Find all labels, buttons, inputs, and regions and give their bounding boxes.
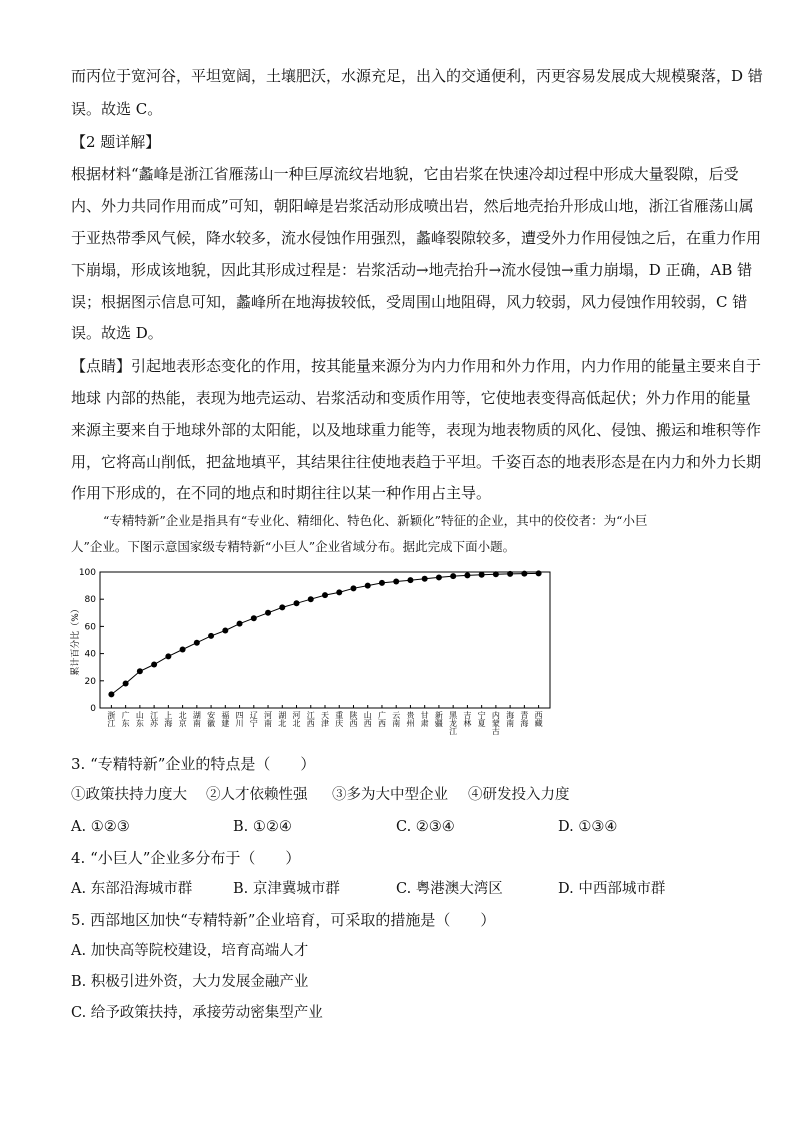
data-point <box>479 572 485 578</box>
x-tick-label: 湖南 <box>192 711 202 727</box>
y-axis-label: 累计百分比（%） <box>71 604 81 676</box>
x-tick-label: 青海 <box>519 711 529 727</box>
tip-line: 来源主要来自于地球外部的太阳能，以及地球重力能等，表现为地表物质的风化、侵蚀、搬运和堆积等作 <box>71 421 762 439</box>
x-tick-label: 宁夏 <box>477 711 487 727</box>
x-tick-label: 黑龙江 <box>448 711 458 735</box>
analysis-line: 下崩塌，形成该地貌，因此其形成过程是：岩浆活动→地壳抬升→流水侵蚀→重力崩塌，D 正确，AB 错 <box>71 261 753 279</box>
data-point <box>165 653 171 659</box>
data-point <box>450 573 456 579</box>
x-tick-label: 贵州 <box>405 711 415 727</box>
analysis-line: 于亚热带季风气候，降水较多，流水侵蚀作用强烈，蠡峰裂隙较多，遭受外力作用侵蚀之后，在重力作用 <box>71 229 762 247</box>
x-tick-label: 天津 <box>320 711 330 727</box>
x-tick-label: 广东 <box>121 711 131 727</box>
y-tick-label: 80 <box>84 595 96 606</box>
data-point <box>294 600 300 606</box>
q4-option-b[interactable]: B. 京津冀城市群 <box>233 881 340 897</box>
x-tick-label: 河南 <box>263 711 273 727</box>
data-point <box>393 579 399 585</box>
y-tick-label: 40 <box>84 649 96 660</box>
analysis-line: 误；根据图示信息可知，蠡峰所在地海拔较低，受周围山地阻碍，风力较弱，风力侵蚀作用较弱，C 错 <box>71 293 748 311</box>
q3-option-d[interactable]: D. ①③④ <box>558 819 618 835</box>
x-tick-label: 甘肃 <box>420 711 430 727</box>
y-tick-label: 60 <box>84 622 96 633</box>
material-line: “专精特新”企业是指具有“专业化、精细化、特色化、新颖化”特征的企业，其中的佼佼者：为“小巨 <box>103 513 648 528</box>
x-tick-label: 四川 <box>235 711 245 727</box>
x-tick-label: 河北 <box>292 711 302 727</box>
data-point <box>379 580 385 586</box>
analysis-line: 内、外力共同作用而成”可知，朝阳嶂是岩浆活动形成喷出岩，然后地壳抬升形成山地，浙江省雁荡山属 <box>71 197 754 215</box>
q2-heading: 【2 题详解】 <box>71 133 161 151</box>
q4-stem: 4. “小巨人”企业多分布于（ ） <box>71 849 301 867</box>
data-point <box>493 571 499 577</box>
q3-statement: ③多为大中型企业 <box>332 787 448 803</box>
data-point <box>151 661 157 667</box>
cumulative-percent-chart <box>66 562 566 742</box>
x-tick-label: 吉林 <box>462 711 472 727</box>
data-point <box>350 585 356 591</box>
tip-line: 作用下形成的，在不同的地点和时期往往以某一种作用占主导。 <box>71 484 492 502</box>
q4-option-c[interactable]: C. 粤港澳大湾区 <box>396 881 503 897</box>
data-point <box>507 571 513 577</box>
analysis-line: 误。故选 D。 <box>71 324 163 342</box>
y-tick-label: 0 <box>90 704 96 714</box>
data-point <box>407 577 413 583</box>
data-point <box>521 571 527 577</box>
x-tick-label: 安徽 <box>206 711 216 727</box>
x-tick-label: 广西 <box>377 711 387 727</box>
x-tick-label: 陕西 <box>348 711 358 727</box>
data-point <box>137 668 143 674</box>
analysis-line: 而丙位于宽河谷，平坦宽阔，土壤肥沃，水源充足，出入的交通便利，丙更容易发展成大规模聚落，D 错 <box>71 67 763 85</box>
x-tick-label: 北京 <box>178 711 188 727</box>
x-tick-label: 新疆 <box>434 711 444 727</box>
data-point <box>536 570 542 576</box>
q4-option-d[interactable]: D. 中西部城市群 <box>558 881 666 897</box>
q3-statement: ②人才依赖性强 <box>206 787 308 803</box>
data-point <box>251 615 257 621</box>
data-point <box>365 583 371 589</box>
q5-stem: 5. 西部地区加快“专精特新”企业培育，可采取的措施是（ ） <box>71 911 496 929</box>
data-point <box>180 647 186 653</box>
data-point <box>436 574 442 580</box>
x-tick-label: 西藏 <box>534 711 544 727</box>
x-tick-label: 山东 <box>135 711 145 727</box>
y-tick-label: 100 <box>78 568 96 578</box>
q3-option-b[interactable]: B. ①②④ <box>233 819 292 835</box>
x-tick-label: 海南 <box>505 711 515 727</box>
analysis-line: 误。故选 C。 <box>71 100 163 118</box>
q3-option-c[interactable]: C. ②③④ <box>396 819 455 835</box>
x-tick-label: 江西 <box>306 711 316 727</box>
x-tick-label: 内蒙古 <box>491 711 501 735</box>
trend-curve <box>111 573 538 694</box>
q3-option-a[interactable]: A. ①②③ <box>71 819 130 835</box>
data-point <box>336 589 342 595</box>
x-tick-label: 福建 <box>220 711 230 727</box>
x-tick-label: 浙江 <box>106 711 116 727</box>
analysis-line: 根据材料“蠡峰是浙江省雁荡山一种巨厚流纹岩地貌，它由岩浆在快速冷却过程中形成大量裂隙，后受 <box>71 165 739 183</box>
q4-option-a[interactable]: A. 东部沿海城市群 <box>71 881 193 897</box>
x-tick-label: 辽宁 <box>249 711 259 727</box>
material-line: 人”企业。下图示意国家级专精特新“小巨人”企业省域分布。据此完成下面小题。 <box>71 539 516 554</box>
x-tick-label: 山西 <box>363 711 373 727</box>
q5-option-c[interactable]: C. 给予政策扶持，承接劳动密集型产业 <box>71 1005 323 1021</box>
data-point <box>279 604 285 610</box>
q3-statement: ①政策扶持力度大 <box>71 787 187 803</box>
data-point <box>464 572 470 578</box>
q5-option-a[interactable]: A. 加快高等院校建设，培育高端人才 <box>71 943 309 959</box>
y-tick-label: 20 <box>84 676 96 687</box>
data-point <box>322 592 328 598</box>
data-point <box>237 621 243 627</box>
data-point <box>222 627 228 633</box>
data-point <box>194 640 200 646</box>
data-point <box>422 576 428 582</box>
x-tick-label: 重庆 <box>334 711 344 727</box>
data-point <box>208 633 214 639</box>
data-point <box>108 691 114 697</box>
q5-option-b[interactable]: B. 积极引进外资，大力发展金融产业 <box>71 974 309 990</box>
tip-line: 地球 内部的热能，表现为地壳运动、岩浆活动和变质作用等，它使地表变得高低起伏；外力作用的能量 <box>71 389 751 407</box>
data-point <box>308 596 314 602</box>
x-tick-label: 云南 <box>391 711 401 727</box>
tip-line: 用，它将高山削低，把盆地填平，其结果往往使地表趋于平坦。千姿百态的地表形态是在内力和外力长期 <box>71 453 762 471</box>
data-point <box>265 610 271 616</box>
q3-stem: 3. “专精特新”企业的特点是（ ） <box>71 755 316 773</box>
x-tick-label: 江苏 <box>149 711 159 727</box>
data-point <box>123 681 129 687</box>
q3-statement: ④研发投入力度 <box>468 787 570 803</box>
tip-line: 【点睛】引起地表形态变化的作用，按其能量来源分为内力作用和外力作用，内力作用的能量主要来自于 <box>71 357 762 375</box>
x-tick-label: 上海 <box>163 711 173 727</box>
x-tick-label: 湖北 <box>277 711 287 727</box>
